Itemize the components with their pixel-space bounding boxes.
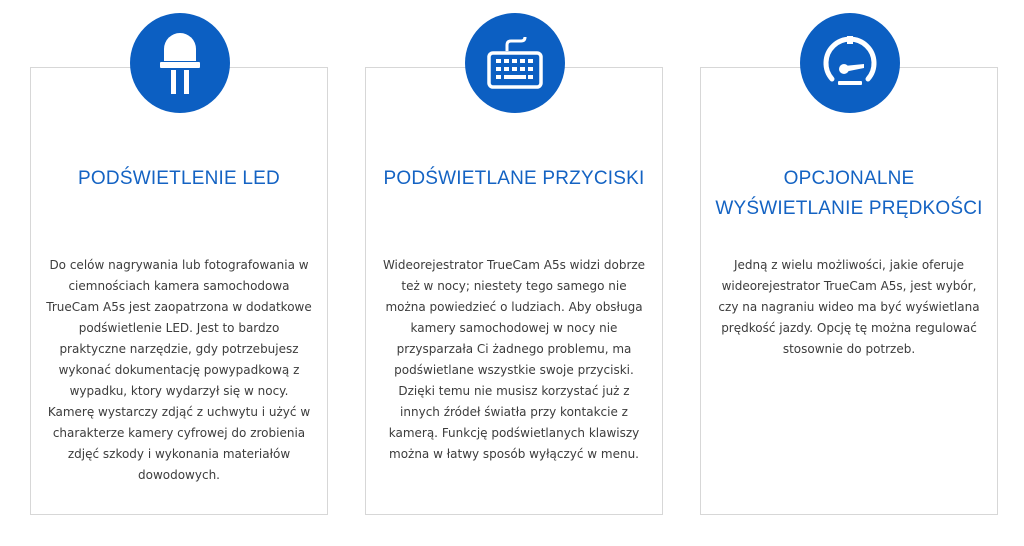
feature-card-led <box>30 67 328 515</box>
feature-title-buttons: PODŚWIETLANE PRZYCISKI <box>383 168 645 189</box>
feature-title-led: PODŚWIETLENIE LED <box>78 168 280 189</box>
feature-text-led: Do celów nagrywania lub fotografowania w ciemnościach kamera samochodowa TrueCam A5s jest zaopatrzona w dodatkowe podświetlenie LED. Jest to bardzo praktyczne narzędzie, gdy potrzebujesz wykonać dokumentację powypadkową z wypadku, ktory wydarzył się w nocy. Kamerę wystarczy zdjąć z uchwytu i użyć w charakterze kamery cyfrowej do zrobienia zdjęć szkody i wykonania materiałów dowodowych. <box>46 258 312 482</box>
keyboard-icon <box>487 37 543 89</box>
feature-title-speed-line2: WYŚWIETLANIE PRĘDKOŚCI <box>715 198 983 219</box>
feature-card-buttons <box>365 67 663 515</box>
keyboard-badge <box>465 13 565 113</box>
speedometer-badge <box>800 13 900 113</box>
feature-title-speed <box>701 164 997 224</box>
led-bulb-icon <box>154 31 206 95</box>
speedometer-icon <box>820 33 880 93</box>
led-badge <box>130 13 230 113</box>
feature-title-speed-line1: OPCJONALNE <box>783 168 915 189</box>
feature-text-speed: Jedną z wielu możliwości, jakie oferuje wideorejestrator TrueCam A5s, jest wybór, czy na nagraniu wideo ma być wyświetlana prędkość jazdy. Opcję tę można regulować stosownie do potrzeb. <box>718 258 980 356</box>
feature-text-buttons: Wideorejestrator TrueCam A5s widzi dobrze też w nocy; niestety tego samego nie można powiedzieć o ludziach. Aby obsługa kamery samochodowej w nocy nie przysparzała Ci żadnego problemu, ma podświetlane wszystkie swoje przyciski. Dzięki temu nie musisz korzystać już z innych źródeł światła przy kontakcie z kamerą. Funkcję podświetlanych klawiszy można w łatwy sposób wyłączyć w menu. <box>382 258 646 461</box>
feature-card-speed <box>700 67 998 515</box>
